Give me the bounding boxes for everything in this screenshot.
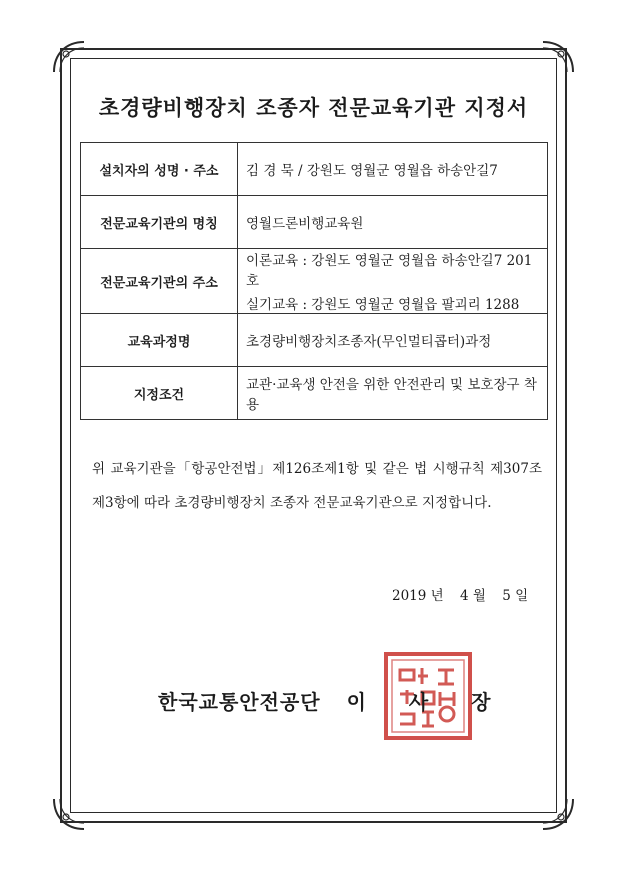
corner-ornament-icon [541,797,575,831]
issuer-signature [158,686,508,715]
corner-ornament-icon [541,40,575,74]
info-table [80,142,548,420]
issue-date [392,584,528,604]
issuer-org: 한국교통안전공단 [158,690,321,714]
table-row [81,314,548,367]
table-row [81,196,548,249]
row-value: 초경량비행장치조종자(무인멀티콥터)과정 [238,314,548,367]
date-day: 5 [502,588,511,604]
row-label: 교육과정명 [81,314,238,367]
table-row [81,367,548,420]
date-day-unit: 일 [515,588,529,604]
certificate-title: 초경량비행장치 조종자 전문교육기관 지정서 [98,95,529,120]
date-month: 4 [460,588,469,604]
corner-ornament-icon [52,797,86,831]
row-value: 김 경 묵 / 강원도 영월군 영월읍 하송안길7 [238,143,548,196]
row-value: 교관·교육생 안전을 위한 안전관리 및 보호장구 착용 [238,367,548,420]
designation-statement: 위 교육기관을「항공안전법」제126조제1항 및 같은 법 시행규칙 제307조 제3항에 따라 초경량비행장치 조종자 전문교육기관으로 지정합니다. [92,461,542,511]
row-label: 지정조건 [81,367,238,420]
date-year-unit: 년 [430,588,444,604]
theory-address: 이론교육 : 강원도 영월군 영월읍 하송안길7 201호 [246,253,533,289]
corner-ornament-icon [52,40,86,74]
row-label: 전문교육기관의 명칭 [81,196,238,249]
date-year: 2019 [392,588,427,604]
date-month-unit: 월 [472,588,486,604]
row-label: 설치자의 성명 · 주소 [81,143,238,196]
row-value: 영월드론비행교육원 [238,196,548,249]
row-value [238,249,548,314]
table-row [81,143,548,196]
table-row [81,249,548,314]
practical-address: 실기교육 : 강원도 영월군 영월읍 팔괴리 1288 [246,297,520,313]
row-label: 전문교육기관의 주소 [81,249,238,314]
issuer-role: 이 사 장 [346,690,509,714]
